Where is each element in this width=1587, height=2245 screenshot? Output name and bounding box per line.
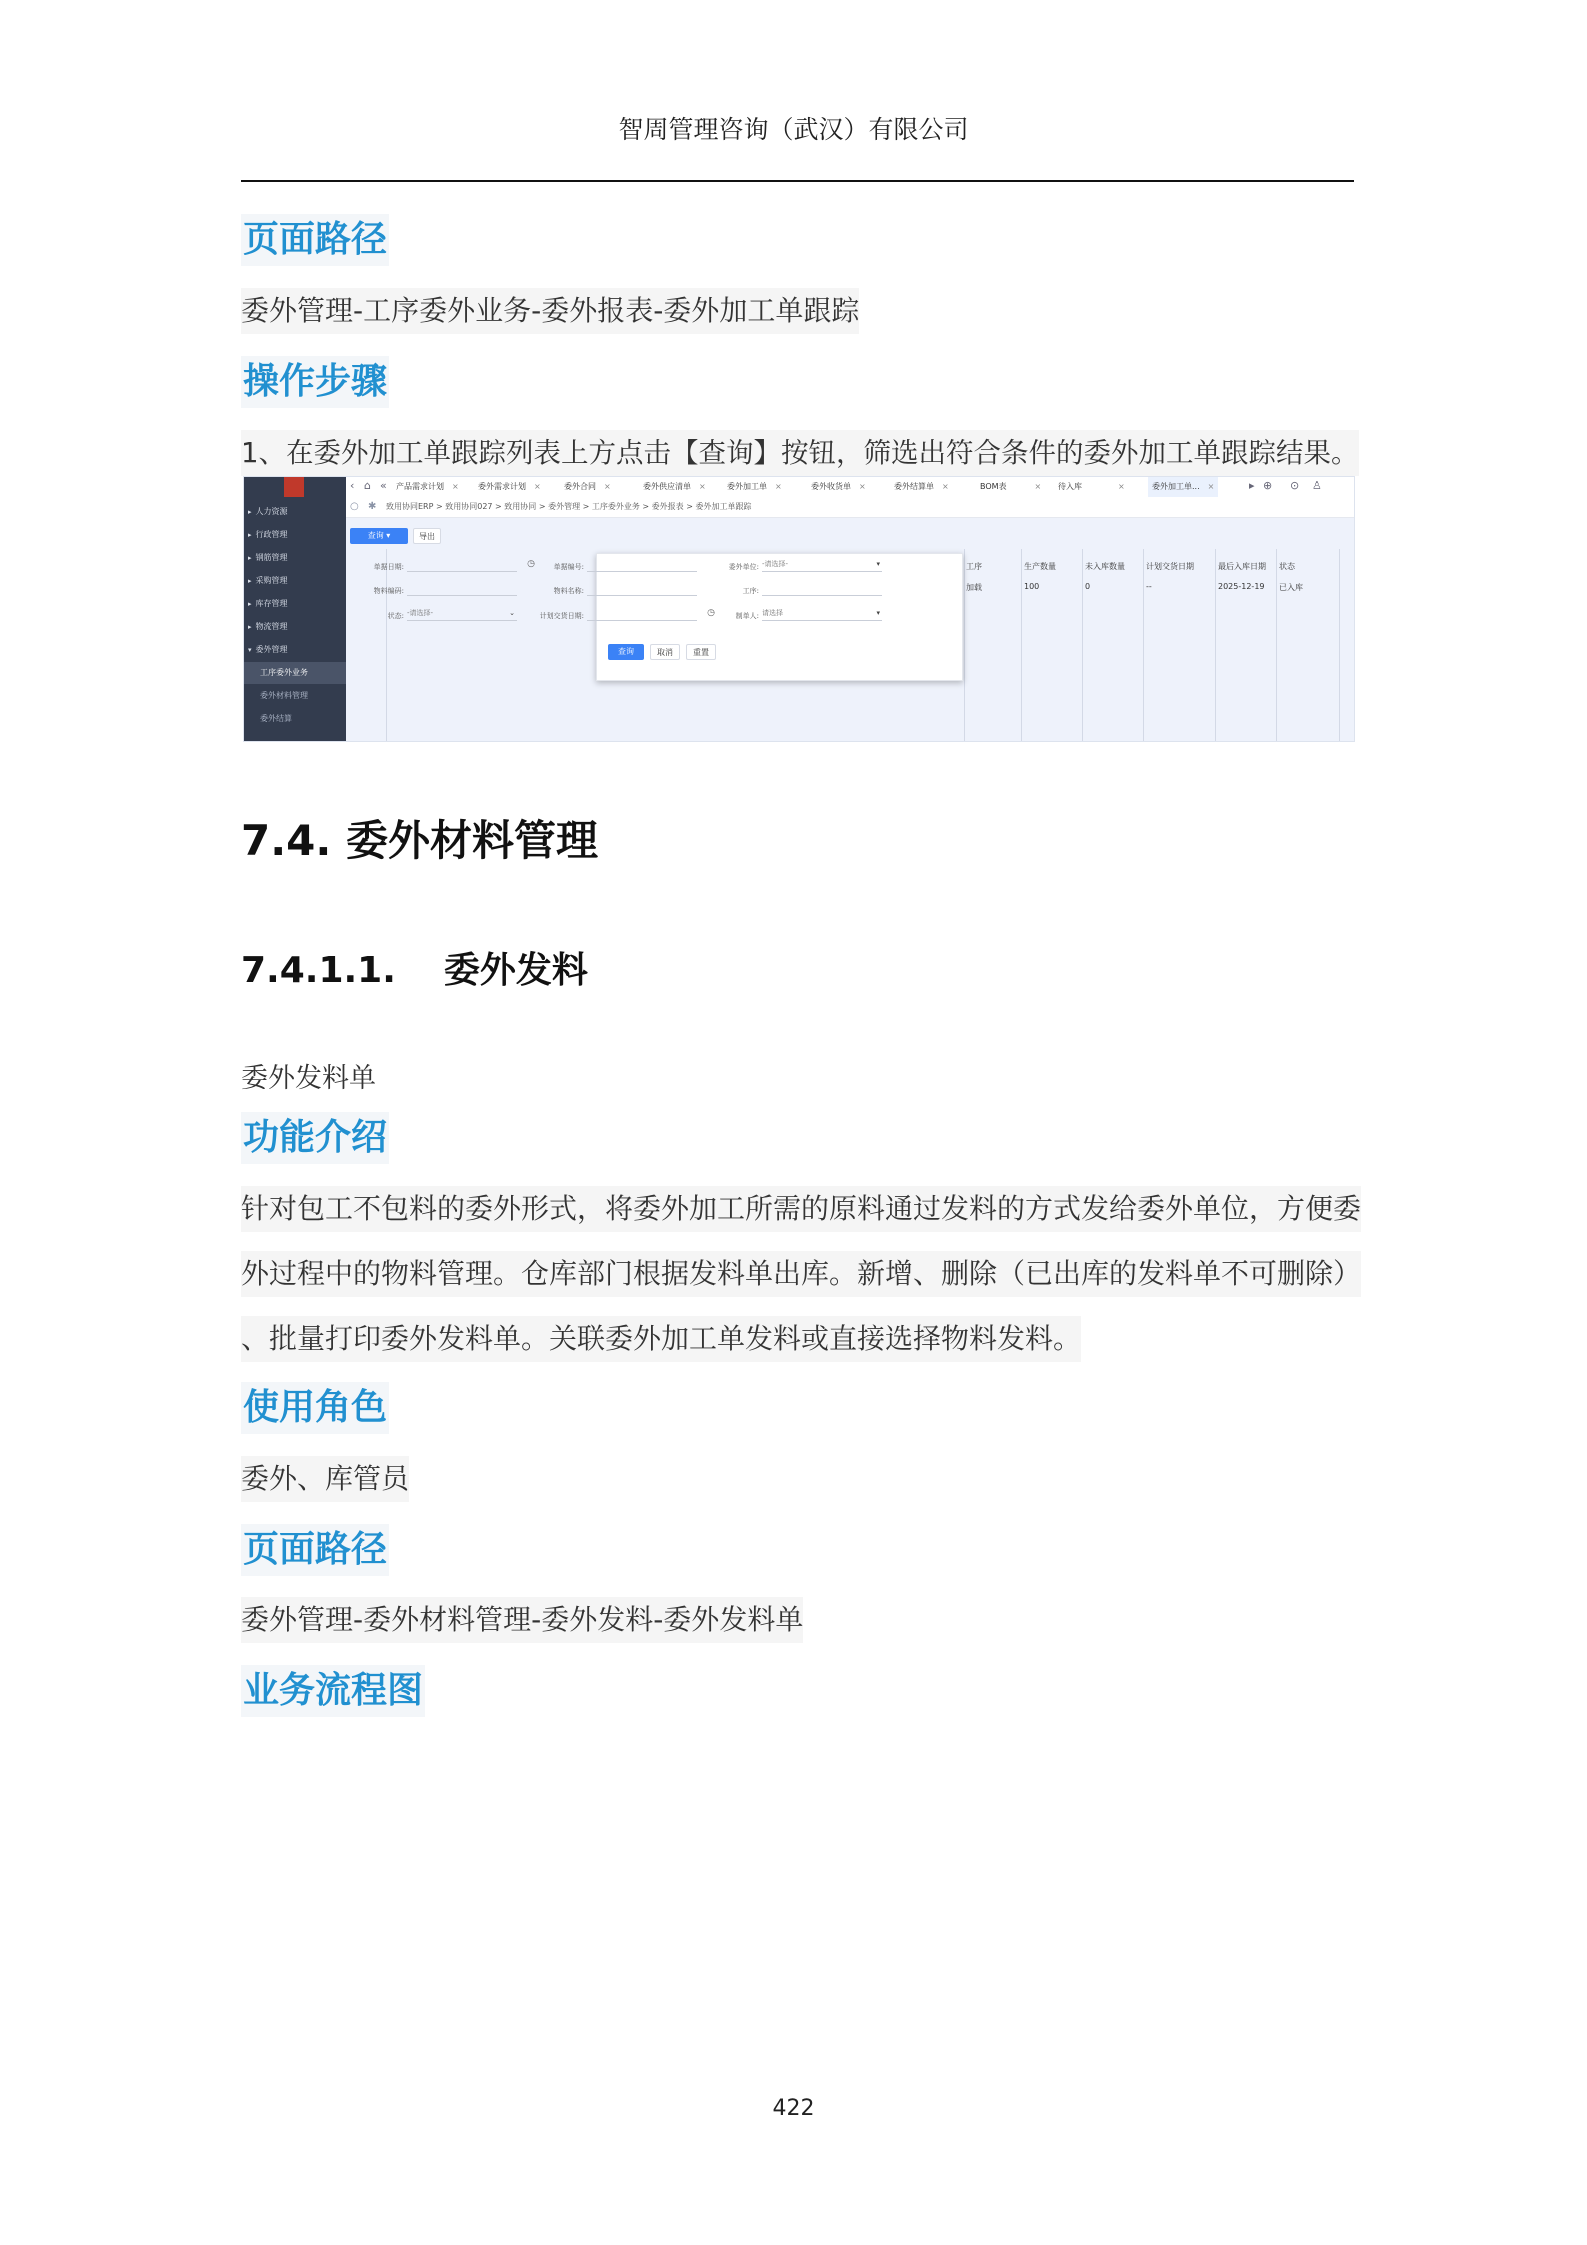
chevron-down-icon: ▾	[876, 560, 880, 568]
panel-query-button[interactable]: 查询	[608, 644, 644, 660]
order-no-input[interactable]	[587, 557, 697, 572]
tab-product-plan[interactable]: 产品需求计划 ×	[396, 482, 459, 491]
export-button[interactable]: 导出	[413, 528, 441, 544]
calendar-icon[interactable]: ◷	[527, 559, 535, 569]
label-vendor: 委外单位:	[728, 563, 759, 571]
path-text: 委外管理-工序委外业务-委外报表-委外加工单跟踪	[241, 288, 859, 334]
steps-heading: 操作步骤	[241, 356, 389, 408]
embedded-screenshot	[243, 476, 1355, 742]
sidebar-item-logistics[interactable]: ▸ 物流管理	[248, 622, 288, 631]
function-heading: 功能介绍	[241, 1112, 389, 1164]
material-name-input[interactable]	[587, 581, 697, 596]
function-line-3: 、批量打印委外发料单。关联委外加工单发料或直接选择物料发料。	[241, 1316, 1081, 1362]
sidebar-item-rebar[interactable]: ▸ 钢筋管理	[248, 553, 288, 562]
label-plan-date: 计划交货日期:	[539, 612, 584, 620]
label-process: 工序:	[742, 587, 759, 595]
chevron-down-icon: ⌄	[509, 609, 515, 617]
label-material-name: 物料名称:	[553, 587, 584, 595]
panel-cancel-button[interactable]: 取消	[650, 644, 680, 660]
function-line-2: 外过程中的物料管理。仓库部门根据发料单出库。新增、删除（已出库的发料单不可删除）	[241, 1251, 1361, 1297]
role-text: 委外、库管员	[241, 1456, 409, 1502]
subsection-title: 7.4.1.1. 委外发料	[241, 950, 588, 991]
sidebar-sub-settlement[interactable]: 委外结算	[260, 714, 292, 723]
page-number: 422	[772, 2096, 815, 2121]
flow-heading: 业务流程图	[241, 1665, 425, 1717]
document-name: 委外发料单	[241, 1063, 376, 1094]
col-header-last-date[interactable]: 最后入库日期	[1218, 562, 1266, 571]
step-1-text: 1、在委外加工单跟踪列表上方点击【查询】按钮，筛选出符合条件的委外加工单跟踪结果。	[241, 430, 1359, 476]
label-status: 状态:	[387, 612, 404, 620]
logo-icon	[284, 477, 304, 497]
path-heading: 页面路径	[241, 214, 389, 266]
label-order-date: 单据日期:	[373, 563, 404, 571]
grid-line	[1143, 549, 1144, 741]
sidebar-item-inventory[interactable]: ▸ 库存管理	[248, 599, 288, 608]
user-icon[interactable]: ♙	[1312, 479, 1322, 492]
grid-line	[1215, 549, 1216, 741]
material-code-input[interactable]	[407, 581, 517, 596]
grid-line	[1021, 549, 1022, 741]
home-icon[interactable]: ⌂	[364, 479, 371, 492]
role-heading: 使用角色	[241, 1382, 389, 1434]
grid-line	[1339, 549, 1340, 741]
cell-process: 加载	[966, 583, 982, 592]
col-header-process[interactable]: 工序	[966, 562, 982, 571]
function-line-1: 针对包工不包料的委外形式，将委外加工所需的原料通过发料的方式发给委外单位，方便委	[241, 1186, 1361, 1232]
col-header-status[interactable]: 状态	[1279, 562, 1295, 571]
sidebar-sub-process[interactable]: 工序委外业务	[244, 662, 346, 684]
sidebar-item-outsourcing[interactable]: ▾ 委外管理	[248, 645, 288, 654]
back-icon[interactable]: ‹	[350, 479, 355, 492]
cell-unstocked: 0	[1085, 582, 1091, 591]
status-select[interactable]: -请选择- ⌄	[407, 606, 517, 621]
sidebar-item-hr[interactable]: ▸ 人力资源	[248, 507, 288, 516]
tab-process-order[interactable]: 委外加工单 ×	[727, 482, 782, 491]
label-order-no: 单据编号:	[553, 563, 584, 571]
cell-qty: 100	[1024, 582, 1040, 591]
col-header-qty[interactable]: 生产数量	[1024, 562, 1056, 571]
tab-bar	[346, 477, 1354, 498]
tab-supply-list[interactable]: 委外供应清单 ×	[643, 482, 706, 491]
page-header: 智周管理咨询（武汉）有限公司	[618, 115, 969, 144]
section-title: 7.4. 委外材料管理	[241, 816, 598, 865]
plan-date-input[interactable]	[587, 606, 715, 621]
label-creator: 制单人:	[735, 612, 759, 620]
cell-plan-date: --	[1146, 582, 1152, 591]
globe-icon[interactable]: ⊕	[1263, 479, 1273, 492]
sidebar	[244, 477, 346, 741]
cell-last-date: 2025-12-19	[1218, 582, 1265, 591]
header-rule	[241, 180, 1354, 182]
tab-contract[interactable]: 委外合同 ×	[564, 482, 611, 491]
tab-outsource-plan[interactable]: 委外需求计划 ×	[478, 482, 541, 491]
calendar-icon[interactable]: ◷	[707, 608, 715, 618]
chevron-down-icon: ▾	[876, 609, 880, 617]
tab-bom[interactable]: BOM表 ×	[980, 482, 1042, 491]
collapse-icon[interactable]: «	[380, 479, 387, 492]
grid-line	[1082, 549, 1083, 741]
query-dropdown-button[interactable]: 查询 ▾	[350, 528, 408, 544]
sidebar-item-purchase[interactable]: ▸ 采购管理	[248, 576, 288, 585]
tab-order-tracking[interactable]: 委外加工单... ×	[1148, 477, 1218, 497]
col-header-plan-date[interactable]: 计划交货日期	[1146, 562, 1194, 571]
grid-line	[1276, 549, 1277, 741]
breadcrumb: ○ ✱ 致用协同ERP > 致用协同027 > 致用协同 > 委外管理 > 工序委外业务 > 委外报表 > 委外加工单跟踪	[346, 497, 1354, 518]
order-date-input[interactable]	[407, 557, 535, 572]
creator-select[interactable]: 请选择 ▾	[762, 606, 882, 621]
grid-line	[964, 549, 965, 741]
settings-icon[interactable]: ⊙	[1290, 479, 1300, 492]
cell-status: 已入库	[1279, 583, 1303, 592]
path-heading-2: 页面路径	[241, 1524, 389, 1576]
label-material-code: 物料编码:	[373, 587, 404, 595]
process-input[interactable]	[762, 581, 882, 596]
col-header-unstocked[interactable]: 未入库数量	[1085, 562, 1125, 571]
vendor-select[interactable]: -请选择- ▾	[762, 557, 882, 572]
tab-pending-stock[interactable]: 待入库 ×	[1058, 482, 1125, 491]
pin-icon[interactable]: ✱	[368, 501, 377, 512]
tab-receipt[interactable]: 委外收货单 ×	[811, 482, 866, 491]
sidebar-item-admin[interactable]: ▸ 行政管理	[248, 530, 288, 539]
path-text-2: 委外管理-委外材料管理-委外发料-委外发料单	[241, 1597, 803, 1643]
refresh-icon[interactable]: ○	[350, 501, 359, 512]
tab-settlement[interactable]: 委外结算单 ×	[894, 482, 949, 491]
panel-reset-button[interactable]: 重置	[686, 644, 716, 660]
grid-line	[386, 549, 387, 741]
sidebar-sub-material[interactable]: 委外材料管理	[260, 691, 308, 700]
more-tabs-icon[interactable]: ▸	[1249, 479, 1255, 492]
